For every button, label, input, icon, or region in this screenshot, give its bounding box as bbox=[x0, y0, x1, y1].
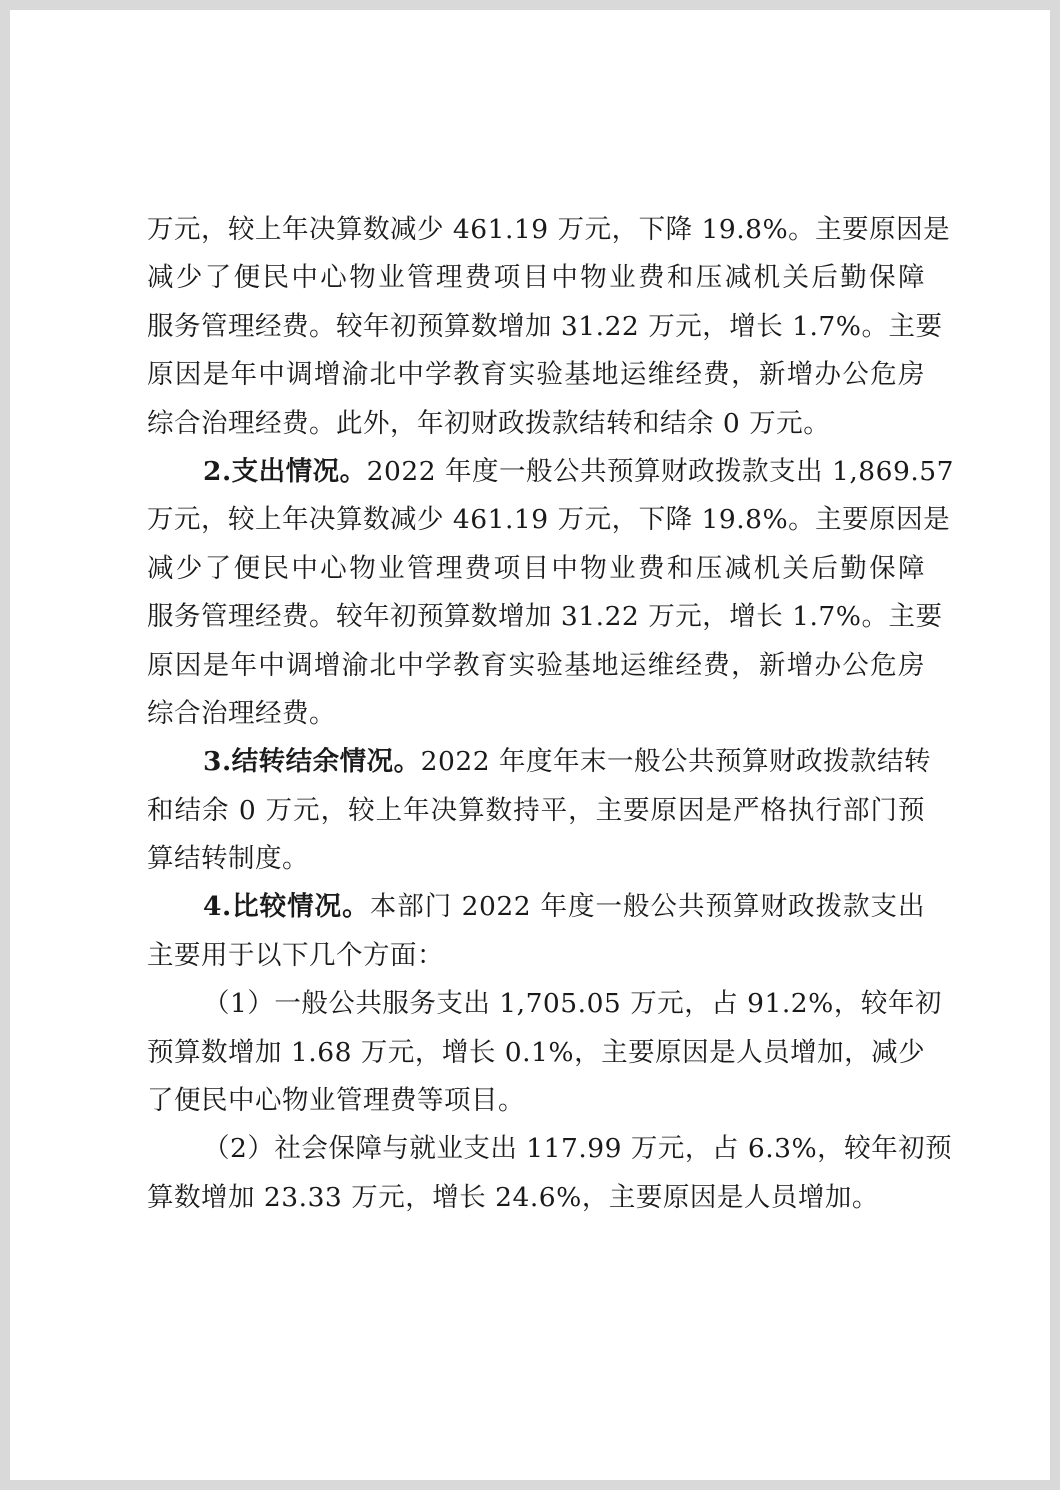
paragraph-expenditure bbox=[147, 448, 954, 738]
text-line: 预算数增加 1.68 万元，增长 0.1%，主要原因是人员增加，减少 bbox=[147, 1036, 926, 1068]
text-line: 主要用于以下几个方面： bbox=[147, 939, 444, 971]
text-line: 服务管理经费。较年初预算数增加 31.22 万元，增长 1.7%。主要 bbox=[147, 310, 943, 342]
document-page bbox=[10, 10, 1050, 1480]
paragraph-item-2 bbox=[147, 1125, 953, 1222]
text-line: 了便民中心物业管理费等项目。 bbox=[147, 1085, 525, 1117]
text-line: 和结余 0 万元，较上年决算数持平，主要原因是严格执行部门预 bbox=[147, 794, 925, 826]
text-line: 万元，较上年决算数减少 461.19 万元，下降 19.8%。主要原因是 bbox=[147, 214, 951, 245]
document-body bbox=[147, 206, 954, 1222]
text-line bbox=[147, 883, 925, 931]
text-fragment: 2022 年度年末一般公共预算财政拨款结转 bbox=[420, 746, 932, 778]
section-heading: 2.支出情况。 bbox=[203, 455, 367, 487]
section-heading: 4.比较情况。 bbox=[203, 891, 370, 923]
text-line: 减少了便民中心物业管理费项目中物业费和压减机关后勤保障 bbox=[147, 262, 925, 294]
text-line: （1）一般公共服务支出 1,705.05 万元，占 91.2%，较年初 bbox=[203, 988, 942, 1020]
paragraph-item-1 bbox=[147, 980, 942, 1125]
text-line: 服务管理经费。较年初预算数增加 31.22 万元，增长 1.7%。主要 bbox=[147, 601, 943, 633]
text-line bbox=[147, 448, 954, 496]
text-line: 万元，较上年决算数减少 461.19 万元，下降 19.8%。主要原因是 bbox=[147, 504, 951, 536]
text-line bbox=[147, 738, 932, 786]
paragraph-comparison bbox=[147, 883, 925, 980]
text-line: 原因是年中调增渝北中学教育实验基地运维经费，新增办公危房 bbox=[147, 359, 925, 391]
text-fragment: 本部门 2022 年度一般公共预算财政拨款支出 bbox=[369, 891, 925, 923]
text-line: 算结转制度。 bbox=[147, 843, 309, 875]
paragraph-carryover bbox=[147, 738, 932, 883]
text-line: 减少了便民中心物业管理费项目中物业费和压减机关后勤保障 bbox=[147, 552, 925, 584]
section-heading: 3.结转结余情况。 bbox=[203, 746, 421, 778]
text-line: 原因是年中调增渝北中学教育实验基地运维经费，新增办公危房 bbox=[147, 649, 925, 681]
paragraph-income-continuation bbox=[147, 206, 951, 448]
text-line: 算数增加 23.33 万元，增长 24.6%，主要原因是人员增加。 bbox=[147, 1181, 879, 1213]
text-line: 综合治理经费。此外，年初财政拨款结转和结余 0 万元。 bbox=[147, 407, 831, 439]
text-line: 综合治理经费。 bbox=[147, 697, 336, 729]
text-line: （2）社会保障与就业支出 117.99 万元，占 6.3%，较年初预 bbox=[203, 1133, 953, 1165]
text-fragment: 2022 年度一般公共预算财政拨款支出 1,869.57 bbox=[366, 455, 954, 487]
